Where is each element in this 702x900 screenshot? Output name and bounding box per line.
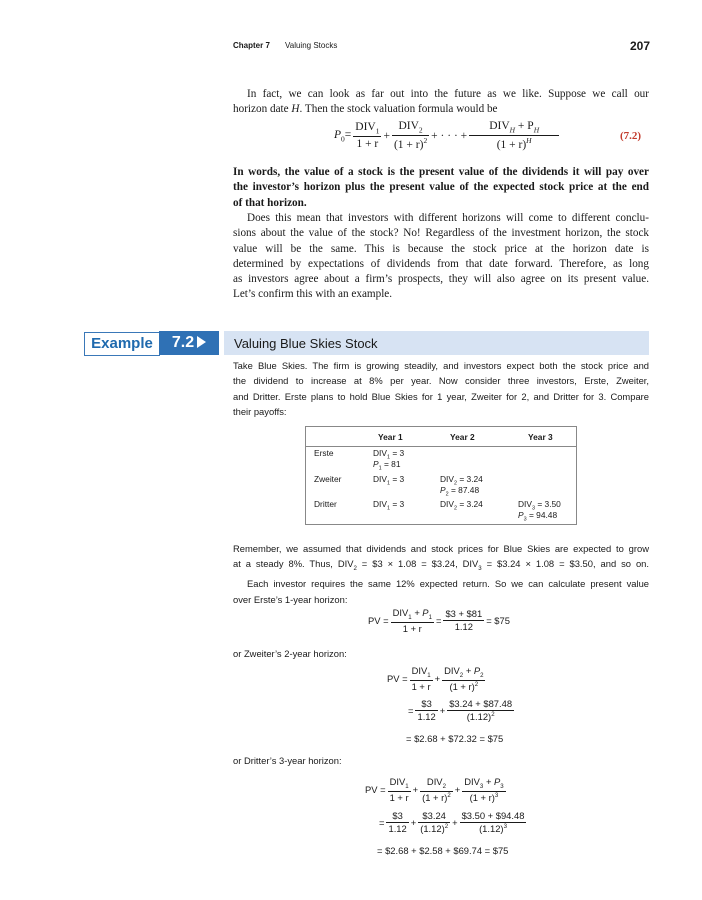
remember-paragraph: Remember, we assumed that dividends and stock prices for Blue Skies are expected to grow at a steady 8%. Thus, $DIV_2$ = $3 × 1.08 = $3.24, $DIV_3$ = $3.24 × 1.08 = $3.50, and so on. Each investor requires the same 12% expected return. So we can calculate present value over Erste’s 1-year horizon: (233, 543, 649, 605)
dritter-y3-div: $DIV_3 = 3.50$ (518, 499, 561, 512)
zweiter-label: or Zweiter’s 2-year horizon: (233, 648, 347, 659)
equation-7-2: $P_0=$ $\frac{DIV_1}{1 + r}$ + $\frac{DIV_2}{(1 + r)^2}$ + · · · + $\frac{DIV_H + P_H}{(1 + r)^H}$ (332, 119, 559, 152)
intro-line-1: In fact, we can look as far out into the future as we like. Suppose we call our (247, 88, 649, 100)
header-year-2: Year 2 (450, 432, 475, 442)
example-number: 7.2 (171, 334, 195, 351)
example-intro: Take Blue Skies. The firm is growing steadily, and investors expect both the stock price and the dividend to increase at 8% per year. Now consider three investors, Erste, Zweiter, and Dritter. Erste plans to hold Blue Skies for 1 year, Zweiter for 2, and Dritter for 3. Compare their payoffs: (233, 360, 649, 417)
running-header (233, 40, 650, 54)
erste-y1-div: $DIV_1 = 3$ (373, 448, 405, 461)
zweiter-y1-div: $DIV_1 = 3$ (373, 474, 405, 487)
row-name-dritter: Dritter (314, 499, 337, 509)
example-title-bar (224, 331, 649, 355)
example-label: Example (91, 335, 153, 352)
zweiter-y2-div: $DIV_2 = 3.24$ (440, 474, 483, 487)
zweiter-y2-price: $P_2 = 87.48$ (440, 485, 480, 498)
equation-erste: PV = $\frac{DIV_1 + P_1}{1 + r}$ = $\frac{\$3 + \$81}{1.12}$ = $75 (368, 607, 510, 634)
triangle-right-icon (197, 336, 206, 348)
example-title: Valuing Blue Skies Stock (234, 336, 378, 351)
equation-dritter-line-2: = $\frac{\$3}{1.12}$ + $\frac{\$3.24}{(1.12)^2}$ + $\frac{\$3.50 + \$94.48}{(1.12)^3}$ (379, 810, 525, 834)
equation-dritter-result: = $2.68 + $2.58 + $69.74 = $75 (377, 845, 509, 856)
equation-zweiter-result: = $2.68 + $72.32 = $75 (406, 733, 504, 744)
dritter-label: or Dritter’s 3-year horizon: (233, 755, 342, 766)
remember-line-2: at a steady 8%. Thus, $DIV_2$ = $3 × 1.08 = $3.24, $DIV_3$ = $3.24 × 1.08 = $3.50, and so on. (233, 558, 649, 573)
chapter-title: Valuing Stocks (285, 41, 338, 50)
intro-paragraph (233, 87, 649, 118)
dritter-y3-price: $P_3 = 94.48$ (518, 510, 558, 523)
payoff-table (305, 426, 577, 525)
equation-number: (7.2) (620, 130, 642, 142)
dritter-y2-div: $DIV_2 = 3.24$ (440, 499, 483, 512)
dritter-y1-div: $DIV_1 = 3$ (373, 499, 405, 512)
intro-line-2: horizon date H. Then the stock valuation formula would be (233, 103, 498, 116)
row-name-zweiter: Zweiter (314, 474, 342, 484)
erste-y1-price: $P_1 = 81$ (373, 459, 401, 472)
header-year-1: Year 1 (378, 432, 403, 442)
key-statement: In words, the value of a stock is the present value of the dividends it will pay over the investor’s horizon plus the present value of the expected stock price at the end of that horizon. (233, 166, 649, 209)
equation-zweiter-line-2: = $\frac{\$3}{1.12}$ + $\frac{\$3.24 + \$87.48}{(1.12)^2}$ (408, 698, 513, 722)
equation-zweiter-line-1: PV = $\frac{DIV_1}{1 + r}$ + $\frac{DIV_2 + P_2}{(1 + r)^2}$ (387, 665, 484, 692)
row-name-erste: Erste (314, 448, 334, 458)
page-number: 207 (629, 39, 650, 53)
example-number-box (159, 331, 219, 355)
chapter-label: Chapter 7 (233, 41, 270, 50)
example-label-box (84, 332, 160, 356)
body-paragraph: Does this mean that investors with different horizons will come to different conclu- sions about the value of the stock? No! Regardless of the investment horizon, the stock value will be the same. This is because the stock price at the horizon date is determined by expectations of dividends from that date forward. Therefore, as long as investors agree about a firm’s prospects, they will also agree on its present value. Let’s confirm this with an example. (233, 212, 649, 301)
header-year-3: Year 3 (528, 432, 553, 442)
equation-dritter-line-1: PV = $\frac{DIV_1}{1 + r}$ + $\frac{DIV_2}{(1 + r)^2}$ + $\frac{DIV_3 + P_3}{(1 + r)^3}$ (365, 776, 504, 803)
